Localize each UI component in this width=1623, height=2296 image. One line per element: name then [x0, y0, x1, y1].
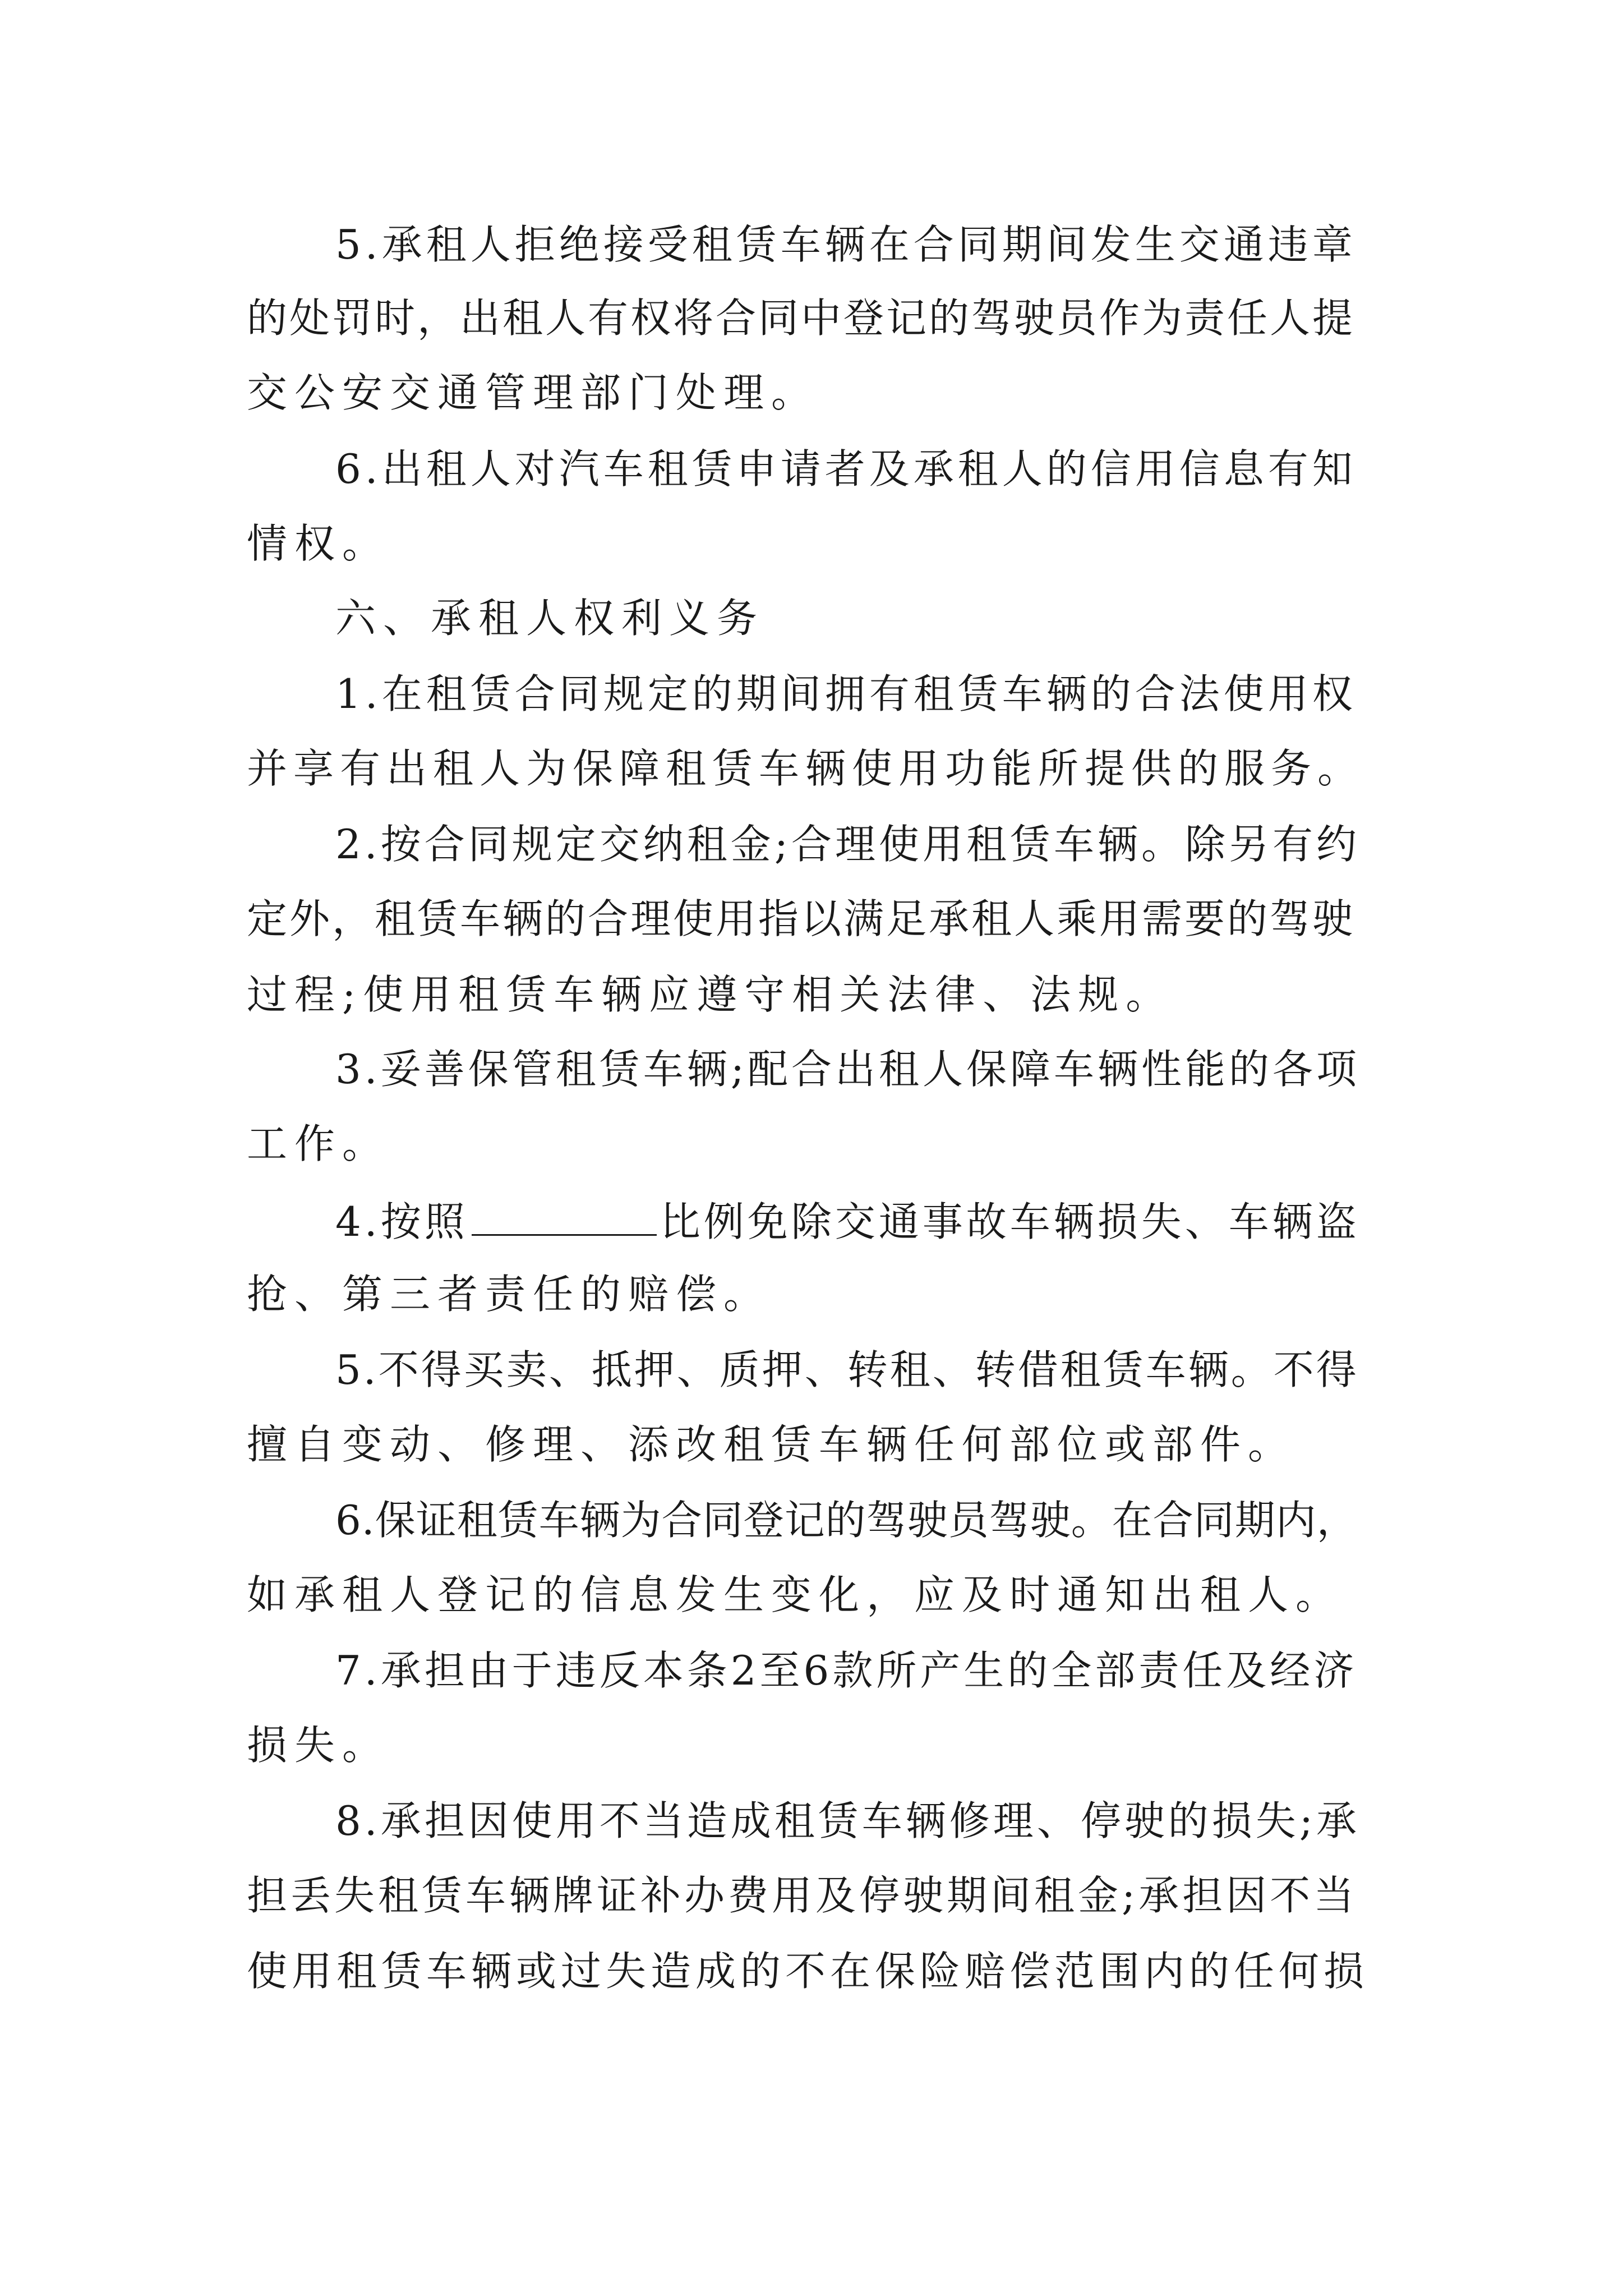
- paragraph-line: 8.承担因使用不当造成租赁车辆修理、停驶的损失;承: [335, 1797, 1360, 1844]
- paragraph-line: 情权。: [247, 520, 390, 567]
- paragraph-line: 的处罚时，出租人有权将合同中登记的驾驶员作为责任人提: [247, 295, 1355, 342]
- paragraph-line: [335, 1198, 1360, 1245]
- paragraph-line: 使用租赁车辆或过失造成的不在保险赔偿范围内的任何损: [247, 1948, 1369, 1995]
- paragraph-line: 如承租人登记的信息发生变化，应及时通知出租人。: [247, 1571, 1344, 1618]
- line-text-before-blank: 4.按照: [335, 1198, 468, 1245]
- paragraph-line: 过程;使用租赁车辆应遵守相关法律、法规。: [247, 971, 1174, 1018]
- line-text-after-blank: 比例免除交通事故车辆损失、车辆盗: [660, 1198, 1360, 1245]
- paragraph-line: 工作。: [247, 1120, 390, 1167]
- paragraph-line: 并享有出租人为保障租赁车辆使用功能所提供的服务。: [247, 745, 1364, 792]
- paragraph-line: 2.按合同规定交纳租金;合理使用租赁车辆。除另有约: [335, 821, 1360, 868]
- paragraph-line: 定外，租赁车辆的合理使用指以满足承租人乘用需要的驾驶: [247, 895, 1355, 942]
- paragraph-line: 担丢失租赁车辆牌证补办费用及停驶期间租金;承担因不当: [247, 1872, 1358, 1919]
- paragraph-line: 5.承租人拒绝接受租赁车辆在合同期间发生交通违章: [335, 221, 1357, 268]
- paragraph-line: 3.妥善保管租赁车辆;配合出租人保障车辆性能的各项: [335, 1046, 1360, 1093]
- paragraph-line: 擅自变动、修理、添改租赁车辆任何部位或部件。: [247, 1421, 1296, 1468]
- paragraph-line: 7.承担由于违反本条2至6款所产生的全部责任及经济: [335, 1647, 1358, 1694]
- paragraph-line: 6.出租人对汽车租赁申请者及承租人的信用信息有知: [335, 445, 1357, 493]
- paragraph-line: 1.在租赁合同规定的期间拥有租赁车辆的合法使用权: [335, 670, 1357, 717]
- paragraph-line: 5.不得买卖、抵押、质押、转租、转借租赁车辆。不得: [335, 1346, 1359, 1393]
- paragraph-line: 损失。: [247, 1722, 390, 1769]
- section-heading: 六、承租人权利义务: [335, 595, 765, 642]
- paragraph-line: 抢、第三者责任的赔偿。: [247, 1271, 772, 1318]
- fill-in-blank: [472, 1199, 657, 1236]
- paragraph-line: 6.保证租赁车辆为合同登记的驾驶员驾驶。在合同期内，: [335, 1497, 1358, 1544]
- paragraph-line: 交公安交通管理部门处理。: [247, 369, 819, 416]
